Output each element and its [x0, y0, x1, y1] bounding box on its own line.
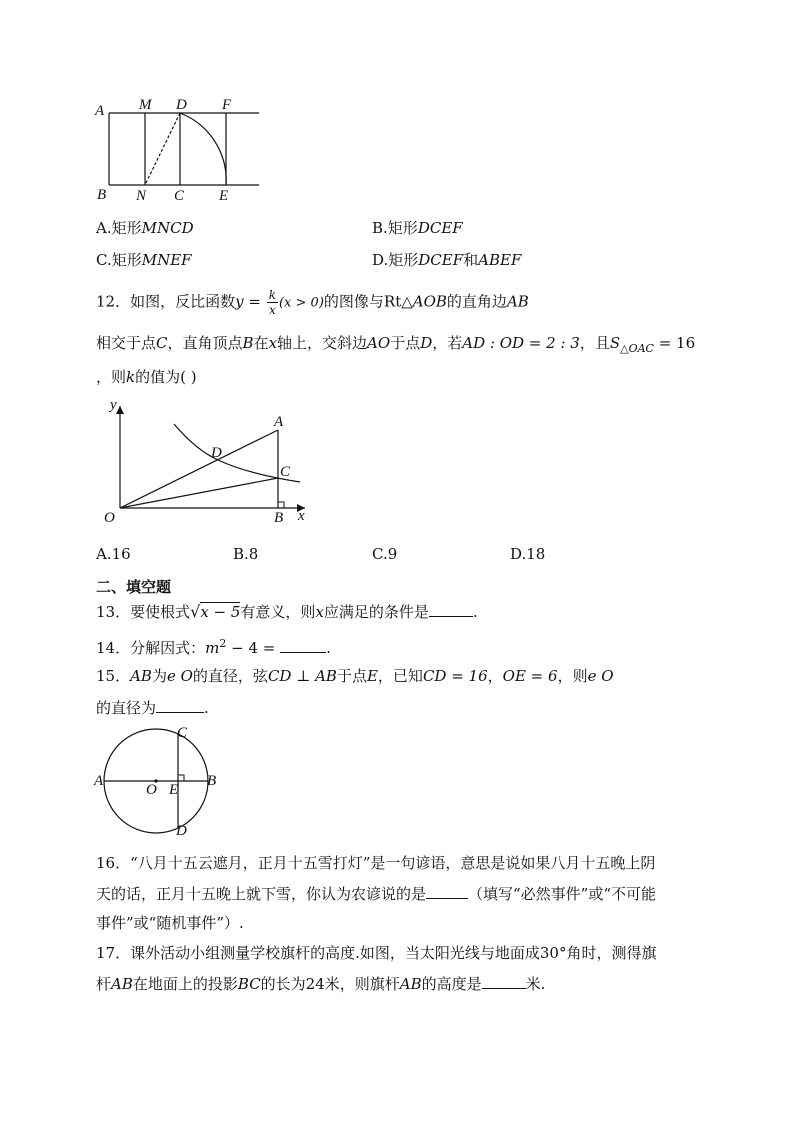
answer-blank[interactable] — [280, 638, 326, 653]
q17-line-1: 17．课外活动小组测量学校旗杆的高度.如图，当太阳光线与地面成30°角时，测得旗 — [96, 944, 657, 962]
segment-OA — [120, 430, 278, 508]
right-angle-mark — [278, 502, 284, 508]
q12-line-3: ，则k的值为( ) — [96, 368, 197, 386]
fraction-k-over-x: $\frac{k}{x}$ — [268, 288, 276, 317]
q11-option-a: A.矩形MNCD — [96, 219, 194, 237]
q11-option-b: B.矩形DCEF — [372, 219, 463, 237]
label-C: C — [280, 464, 291, 480]
q16-line-3: 事件”或“随机事件”）. — [96, 914, 244, 932]
label-B: B — [97, 187, 107, 203]
q12-option-b: B.8 — [233, 545, 259, 563]
answer-blank[interactable] — [156, 698, 204, 713]
q17-line-2: 杆AB在地面上的投影BC的长为24米，则旗杆AB的高度是 米. — [96, 975, 546, 993]
answer-blank[interactable] — [426, 884, 468, 899]
section-heading: 二、填空题 — [96, 578, 172, 596]
label-O: O — [146, 782, 157, 798]
label-N: N — [136, 188, 147, 204]
q15-line-2: 的直径为 . — [96, 699, 209, 717]
q11-option-c: C.矩形MNEF — [96, 251, 192, 269]
segment-OC — [120, 478, 278, 508]
label-B: B — [274, 510, 284, 526]
right-angle-mark — [178, 775, 184, 781]
label-O: O — [104, 510, 115, 526]
q16-line-1: 16．“八月十五云遮月，正月十五雪打灯”是一句谚语，意思是说如果八月十五晚上阴 — [96, 854, 656, 872]
label-A: A — [94, 773, 104, 789]
segment-DN-dashed — [145, 113, 180, 185]
label-C: C — [174, 188, 185, 204]
label-C: C — [177, 725, 188, 741]
label-y: y — [110, 397, 117, 413]
radical-sign: √ — [190, 602, 201, 621]
answer-blank[interactable] — [429, 602, 473, 617]
q12-option-a: A.16 — [96, 545, 131, 563]
q12-line-2: 相交于点C，直角顶点B在x轴上，交斜边AO于点D，若AD : OD = 2 : 3，且$S_{\triangle OAC} = 16$ — [96, 334, 696, 355]
y-axis-arrow — [116, 406, 124, 414]
q12-option-c: C.9 — [372, 545, 398, 563]
label-A: A — [274, 414, 284, 430]
label-M: M — [139, 97, 152, 113]
q15-line-1: 15．AB为e O的直径，弦CD ⊥ AB于点E，已知CD = 16，OE = 6，则e O — [96, 667, 614, 685]
label-B: B — [207, 773, 217, 789]
q16-line-2: 天的话，正月十五晚上就下雪，你认为农谚说的是 （填写“必然事件”或“不可能 — [96, 885, 657, 903]
label-D: D — [176, 823, 187, 839]
q12-line-1: 12．如图，反比函数y = $\frac{k}{x}$ (x > 0)的图像与Rt△AOB的直角边AB — [96, 288, 529, 317]
label-E: E — [219, 188, 229, 204]
q12-option-d: D.18 — [510, 545, 546, 563]
arc-DE — [180, 113, 226, 185]
label-A: A — [95, 103, 105, 119]
label-x: x — [298, 508, 305, 524]
label-D: D — [176, 97, 187, 113]
label-F: F — [222, 97, 232, 113]
label-D: D — [211, 445, 222, 461]
q13-line: 13．要使根式√x − 5有意义，则x应满足的条件是 . — [96, 602, 478, 621]
q14-line: 14．分解因式：$m^2 - 4$ = . — [96, 637, 331, 657]
q15-circle-figure — [100, 725, 220, 840]
label-E: E — [169, 782, 179, 798]
q11-option-d: D.矩形DCEF和ABEF — [372, 251, 522, 269]
radicand: x − 5 — [200, 603, 241, 621]
answer-blank[interactable] — [482, 974, 526, 989]
